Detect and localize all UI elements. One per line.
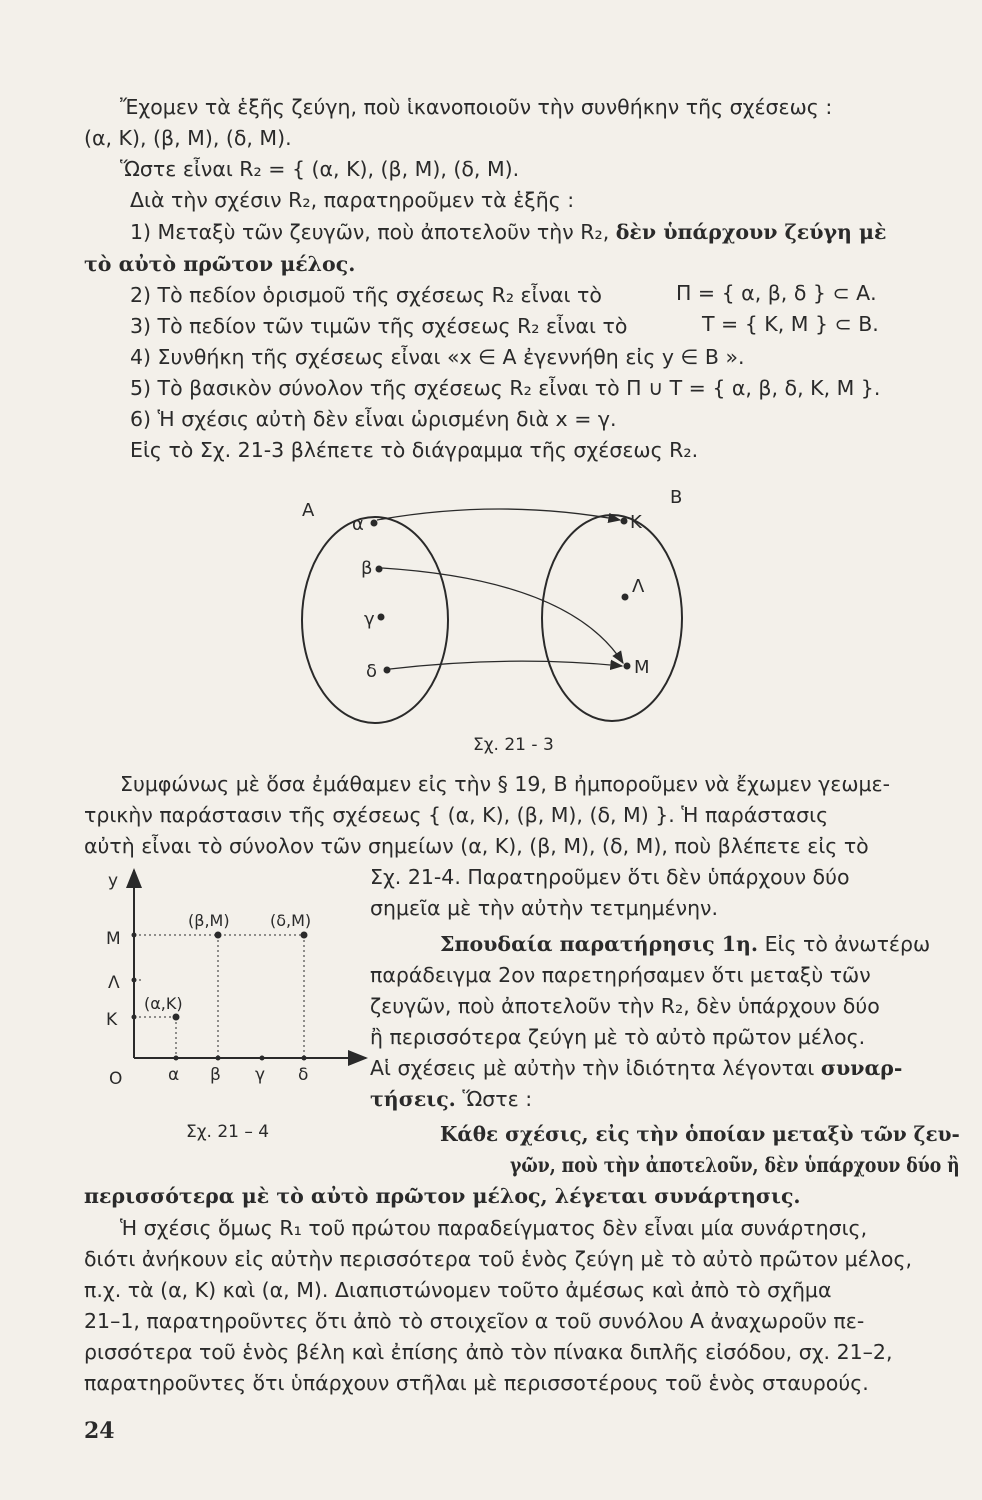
point-beta-mu <box>215 932 222 939</box>
definition-line-3: περισσότερα μὲ τὸ αὐτὸ πρῶτον μέλος, λέγεται συνάρτησις. <box>84 1184 801 1208</box>
x-tick-delta: δ <box>298 1065 309 1085</box>
item-7: Εἰς τὸ Σχ. 21-3 βλέπετε τὸ διάγραμμα τῆς σχέσεως R₂. <box>130 438 699 462</box>
para3-line-3: π.χ. τὰ (α, Κ) καὶ (α, Μ). Διαπιστώνομεν τοῦτο ἀμέσως καὶ ἀπὸ τὸ σχῆμα <box>84 1278 832 1302</box>
note-title: Σπουδαία παρατήρησις 1η. <box>440 932 759 956</box>
x-tick-alpha: α <box>168 1065 180 1085</box>
figure-21-4 <box>84 862 374 1087</box>
y-tick-lambda: Λ <box>108 973 120 993</box>
set-b-label: Β <box>670 487 683 508</box>
x-tick-dot-gamma <box>260 1056 265 1061</box>
dot-lambda <box>622 594 629 601</box>
intro-line-1: Ἔχομεν τὰ ἑξῆς ζεύγη, ποὺ ἱκανοποιοῦν τὴν συνθήκην τῆς σχέσεως : <box>120 95 833 119</box>
elem-mu: Μ <box>634 657 650 678</box>
figure-21-4-caption: Σχ. 21 – 4 <box>186 1122 270 1142</box>
definition-line-2: γῶν, ποὺ τὴν ἀποτελοῦν, δὲν ὑπάρχουν δύο ἢ <box>510 1153 960 1177</box>
item-4: 4) Συνθήκη τῆς σχέσεως εἶναι «x ∈ A ἐγεννήθη εἰς y ∈ B ». <box>130 345 745 369</box>
point-delta-mu <box>301 932 308 939</box>
dot-alpha <box>371 520 378 527</box>
dot-kappa <box>621 518 628 525</box>
arrow-beta-mu <box>382 568 623 663</box>
dot-delta <box>384 667 391 674</box>
item-6: 6) Ἡ σχέσις αὐτὴ δὲν εἶναι ὡρισμένη διὰ x = γ. <box>130 407 617 431</box>
definition-line-1: Κάθε σχέσις, εἰς τὴν ὁποίαν μεταξὺ τῶν ζευ- <box>440 1122 960 1146</box>
elem-kappa: Κ <box>630 512 642 533</box>
item-1-continued: τὸ αὐτὸ πρῶτον μέλος. <box>84 252 356 276</box>
note-line-3: ζευγῶν, ποὺ ἀποτελοῦν τὴν R₂, δὲν ὑπάρχουν δύο <box>370 994 880 1018</box>
note-line-5-bold: συναρ- <box>820 1056 903 1080</box>
origin-label: Ο <box>109 1069 123 1087</box>
para3-line-5: ρισσότερα τοῦ ἑνὸς βέλη καὶ ἐπίσης ἀπὸ τὸν πίνακα διπλῆς εἰσόδου, σχ. 21–2, <box>84 1340 893 1364</box>
intro-line-3: Ὥστε εἶναι R₂ = { (α, Κ), (β, Μ), (δ, Μ). <box>120 157 520 181</box>
arrow-alpha-kappa <box>377 509 620 520</box>
figure-21-3 <box>290 470 730 750</box>
note-line-6 <box>370 1087 532 1111</box>
item-3-set: Τ = { Κ, Μ } ⊂ Β. <box>702 312 879 336</box>
para3-line-6: παρατηροῦντες ὅτι ὑπάρχουν στῆλαι μὲ περισσοτέρους τοῦ ἑνὸς σταυρούς. <box>84 1371 869 1395</box>
arrow-delta-mu <box>390 661 622 669</box>
point-label-delta-mu: (δ,Μ) <box>270 911 312 930</box>
item-2-set: Π = { α, β, δ } ⊂ Α. <box>676 281 877 305</box>
para2-line-4: Σχ. 21-4. Παρατηροῦμεν ὅτι δὲν ὑπάρχουν δύο <box>370 865 850 889</box>
point-alpha-kappa <box>173 1014 180 1021</box>
page-number: 24 <box>84 1418 115 1444</box>
note-line-6-bold: τήσεις. <box>370 1087 456 1111</box>
point-label-alpha-kappa: (α,Κ) <box>144 994 183 1013</box>
x-tick-gamma: γ <box>255 1065 266 1085</box>
elem-beta: β <box>361 558 373 579</box>
elem-alpha: α <box>352 514 364 535</box>
y-tick-kappa: Κ <box>106 1010 118 1030</box>
y-tick-mu: Μ <box>106 929 121 949</box>
para3-line-2: διότι ἀνήκουν εἰς αὐτὴν περισσότερα τοῦ ἑνὸς ζεύγη μὲ τὸ αὐτὸ πρῶτον μέλος, <box>84 1247 912 1271</box>
elem-lambda: Λ <box>632 576 645 597</box>
elem-gamma: γ <box>364 609 375 630</box>
intro-line-2: (α, Κ), (β, Μ), (δ, Μ). <box>84 126 292 150</box>
note-line-1 <box>440 932 930 956</box>
intro-line-4: Διὰ τὴν σχέσιν R₂, παρατηροῦμεν τὰ ἑξῆς : <box>130 188 575 212</box>
note-line-1-text: Εἰς τὸ ἀνωτέρω <box>764 932 931 956</box>
para2-line-1: Συμφώνως μὲ ὅσα ἐμάθαμεν εἰς τὴν § 19, Β ἠμποροῦμεν νὰ ἔχωμεν γεωμε- <box>120 772 891 796</box>
note-line-6-text: Ὥστε : <box>462 1087 533 1111</box>
para3-line-4: 21–1, παρατηροῦντες ὅτι ἀπὸ τὸ στοιχεῖον α τοῦ συνόλου Α ἀναχωροῦν πε- <box>84 1309 865 1333</box>
y-axis-label: y <box>108 871 119 891</box>
para2-line-2: τρικὴν παράστασιν τῆς σχέσεως { (α, Κ), (β, Μ), (δ, Μ) }. Ἡ παράστασις <box>84 803 829 827</box>
x-tick-beta: β <box>210 1065 221 1085</box>
set-a-label: Α <box>302 500 315 521</box>
set-b-ellipse <box>542 515 682 721</box>
para3-line-1: Ἡ σχέσις ὅμως R₁ τοῦ πρώτου παραδείγματος δὲν εἶναι μία συνάρτησις, <box>120 1216 868 1240</box>
point-label-beta-mu: (β,Μ) <box>188 911 230 930</box>
dot-mu <box>624 663 631 670</box>
para2-line-3: αὐτὴ εἶναι τὸ σύνολον τῶν σημείων (α, Κ), (β, Μ), (δ, Μ), ποὺ βλέπετε εἰς τὸ <box>84 834 869 858</box>
para2-line-5: σημεῖα μὲ τὴν αὐτὴν τετμημένην. <box>370 896 719 920</box>
item-1 <box>130 220 887 244</box>
note-line-5 <box>370 1056 902 1080</box>
item-1-bold: δὲν ὑπάρχουν ζεύγη μὲ <box>615 220 887 244</box>
item-3: 3) Τὸ πεδίον τῶν τιμῶν τῆς σχέσεως R₂ εἶναι τὸ <box>130 314 628 338</box>
elem-delta: δ <box>366 661 378 682</box>
note-line-2: παράδειγμα 2ον παρετηρήσαμεν ὅτι μεταξὺ τῶν <box>370 963 871 987</box>
dot-beta <box>376 566 383 573</box>
item-2: 2) Τὸ πεδίον ὁρισμοῦ τῆς σχέσεως R₂ εἶναι τὸ <box>130 283 602 307</box>
item-5: 5) Τὸ βασικὸν σύνολον τῆς σχέσεως R₂ εἶναι τὸ Π ∪ Τ = { α, β, δ, Κ, Μ }. <box>130 376 881 400</box>
set-a-ellipse <box>302 517 448 723</box>
figure-21-3-caption: Σχ. 21 - 3 <box>473 735 554 755</box>
note-line-4: ἢ περισσότερα ζεύγη μὲ τὸ αὐτὸ πρῶτον μέλος. <box>370 1025 866 1049</box>
dot-gamma <box>378 614 385 621</box>
item-1-text: 1) Μεταξὺ τῶν ζευγῶν, ποὺ ἀποτελοῦν τὴν R₂, <box>130 220 610 244</box>
note-line-5-text: Αἱ σχέσεις μὲ αὐτὴν τὴν ἰδιότητα λέγονται <box>370 1056 815 1080</box>
